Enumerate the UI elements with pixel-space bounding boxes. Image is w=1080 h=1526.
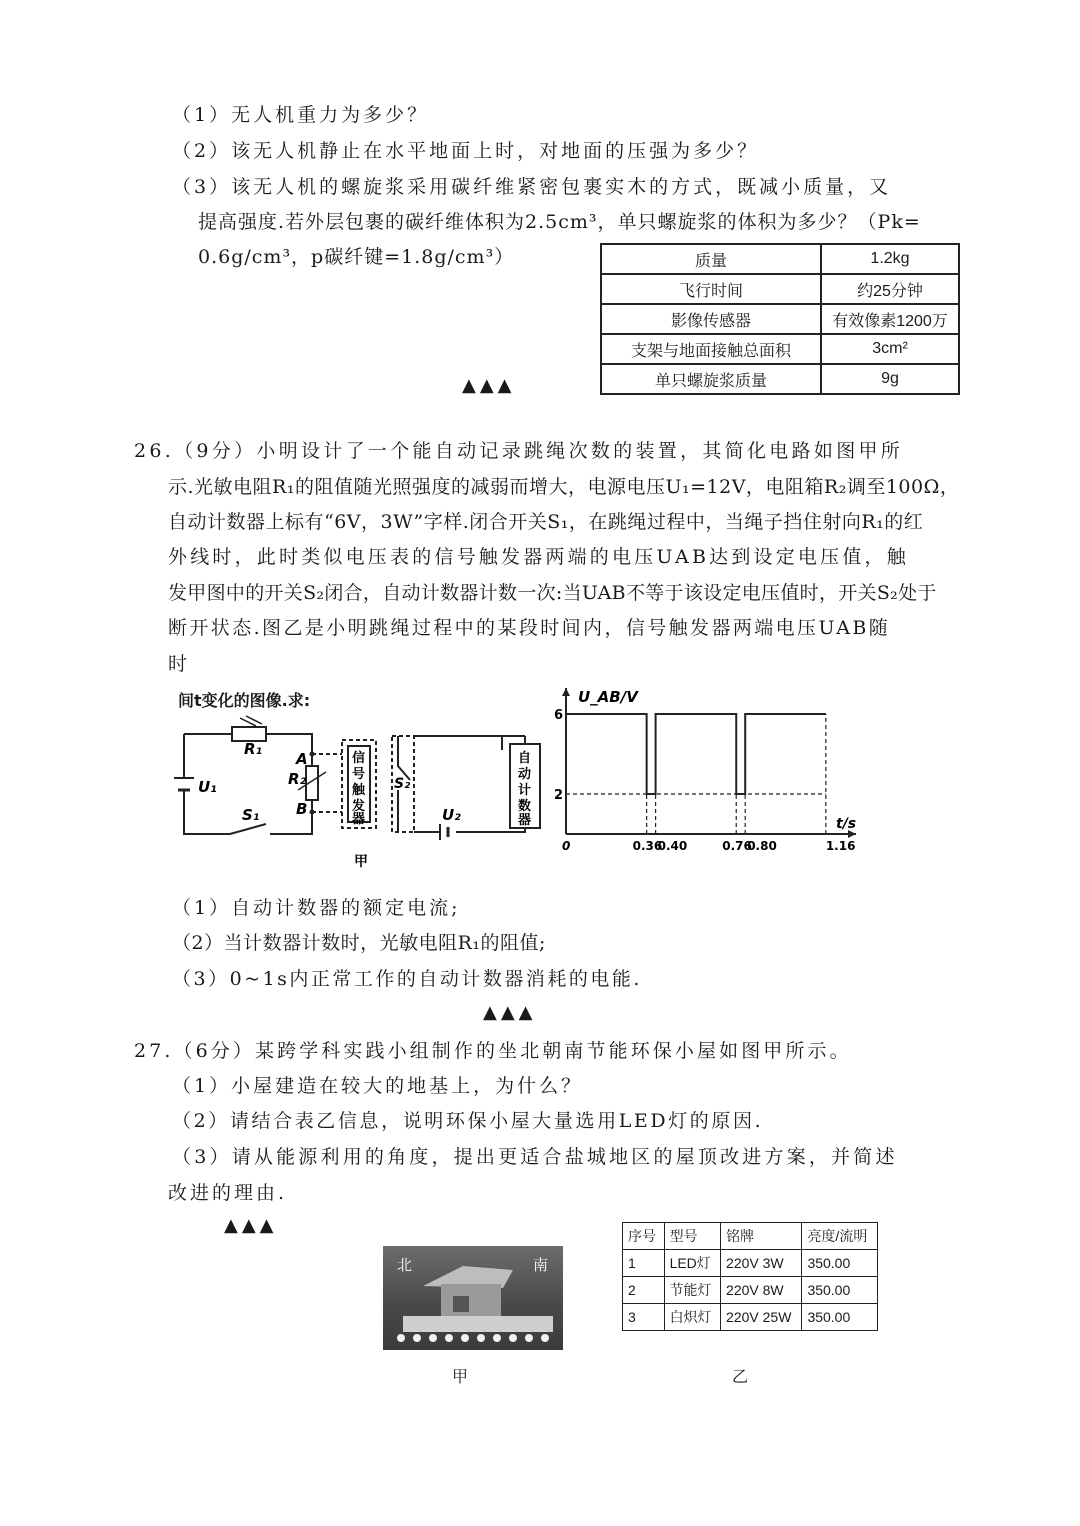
drone-spec-table	[600, 243, 960, 395]
north-label: 北	[397, 1256, 413, 1274]
u1-label: U₁	[198, 778, 217, 796]
table-cell: 350.00	[802, 1304, 878, 1331]
q27-sub1: （1）小屋建造在较大的地基上，为什么？	[172, 1075, 584, 1097]
b-label: B	[296, 800, 308, 818]
counter-char: 计	[518, 783, 532, 798]
photo-caption: 甲	[452, 1367, 469, 1386]
table-row	[601, 364, 959, 394]
q26-line3: 自动计数器上标有“6V，3W”字样.闭合开关S₁，在跳绳过程中，当绳子挡住射向R₁的红	[168, 511, 924, 533]
lamp-table	[622, 1222, 878, 1331]
uab-time-chart	[548, 684, 868, 854]
x-tick-label: 0.76	[722, 839, 752, 853]
spec-value: 3cm²	[821, 334, 959, 364]
origin-label: 0	[562, 839, 571, 853]
table-row	[601, 334, 959, 364]
y-tick-label: 2	[554, 788, 564, 803]
s2-label: S₂	[394, 776, 411, 792]
counter-char: 器	[518, 813, 532, 828]
q26-sub3: （3）0~1s内正常工作的自动计数器消耗的电能.	[172, 968, 642, 990]
trigger-char: 发	[352, 799, 366, 814]
q25-sub3-line3: 0.6g/cm³，p碳纤键=1.8g/cm³）	[198, 246, 515, 268]
table-cell: 2	[623, 1277, 665, 1304]
table-row	[601, 244, 959, 274]
q27-line1: 27.（6分）某跨学科实践小组制作的坐北朝南节能环保小屋如图甲所示。	[134, 1040, 852, 1062]
q26-triangles: ▲▲▲	[483, 1002, 537, 1023]
table-cell: 350.00	[802, 1250, 878, 1277]
s1-label: S₁	[242, 806, 260, 824]
spec-key: 影像传感器	[601, 304, 821, 334]
spec-key: 飞行时间	[601, 274, 821, 304]
q26-line6: 断开状态.图乙是小明跳绳过程中的某段时间内，信号触发器两端电压UAB随	[168, 617, 891, 639]
spec-value: 9g	[821, 364, 959, 394]
q26-line8: 间t变化的图像.求:	[178, 691, 311, 710]
q27-triangles: ▲▲▲	[224, 1215, 278, 1236]
spec-key: 质量	[601, 244, 821, 274]
spec-value: 约25分钟	[821, 274, 959, 304]
table-row	[623, 1304, 878, 1331]
q26-line5: 发甲图中的开关S₂闭合，自动计数器计数一次:当UAB不等于该设定电压值时，开关S₂处于	[168, 582, 937, 604]
spec-value: 有效像素1200万	[821, 304, 959, 334]
trigger-char: 信	[352, 751, 366, 766]
q26-line1: 26.（9分）小明设计了一个能自动记录跳绳次数的装置，其简化电路如图甲所	[134, 440, 904, 462]
x-tick-label: 0.40	[657, 839, 688, 853]
table-caption: 乙	[732, 1367, 749, 1386]
table-cell: 白炽灯	[664, 1304, 720, 1331]
u2-label: U₂	[442, 806, 461, 824]
y-tick-label: 6	[554, 708, 564, 723]
table-cell: 350.00	[802, 1277, 878, 1304]
table-row	[601, 274, 959, 304]
table-cell: 220V 8W	[721, 1277, 802, 1304]
table-cell: 节能灯	[664, 1277, 720, 1304]
south-label: 南	[533, 1256, 549, 1274]
q25-triangles: ▲▲▲	[462, 375, 516, 396]
r1-label: R₁	[244, 740, 263, 758]
q25-sub3-line2: 提高强度.若外层包裹的碳纤维体积为2.5cm³，单只螺旋浆的体积为多少？（Pk=	[198, 211, 921, 233]
q27-sub2: （2）请结合表乙信息，说明环保小屋大量选用LED灯的原因.	[172, 1110, 764, 1132]
q27-sub3-line1: （3）请从能源利用的角度，提出更适合盐城地区的屋顶改进方案，并简述	[172, 1146, 898, 1168]
q25-sub3-line1: （3）该无人机的螺旋浆采用碳纤维紧密包裹实木的方式，既减小质量，又	[172, 176, 892, 198]
table-header: 型号	[664, 1223, 720, 1250]
table-cell: 220V 3W	[721, 1250, 802, 1277]
counter-char: 数	[518, 799, 532, 814]
counter-char: 动	[518, 767, 532, 782]
trigger-char: 触	[352, 783, 366, 798]
circuit-diagram	[170, 710, 550, 870]
table-cell: 1	[623, 1250, 665, 1277]
spec-key: 单只螺旋浆质量	[601, 364, 821, 394]
q26-sub1: （1）自动计数器的额定电流;	[172, 897, 461, 919]
spec-value: 1.2kg	[821, 244, 959, 274]
x-axis-label: t/s	[836, 816, 857, 832]
q25-sub1: （1）无人机重力为多少？	[172, 104, 430, 126]
q26-sub2: （2）当计数器计数时，光敏电阻R₁的阻值;	[172, 932, 546, 954]
x-tick-label: 1.16	[825, 839, 856, 853]
circuit-caption: 甲	[354, 854, 368, 870]
q26-line4: 外线时，此时类似电压表的信号触发器两端的电压UAB达到设定电压值，触	[168, 546, 909, 568]
table-cell: 220V 25W	[721, 1304, 802, 1331]
table-header-row	[623, 1223, 878, 1250]
spec-key: 支架与地面接触总面积	[601, 334, 821, 364]
a-label: A	[296, 750, 308, 768]
q27-sub3-line2: 改进的理由.	[168, 1182, 288, 1204]
x-tick-label: 0.80	[747, 839, 777, 853]
table-header: 亮度/流明	[802, 1223, 878, 1250]
y-axis-label: U_AB/V	[578, 688, 638, 706]
counter-char: 自	[518, 751, 532, 766]
table-cell: 3	[623, 1304, 665, 1331]
trigger-char: 器	[352, 812, 366, 827]
table-cell: LED灯	[664, 1250, 720, 1277]
table-row	[623, 1250, 878, 1277]
trigger-char: 号	[352, 767, 366, 782]
x-tick-label: 0.36	[632, 839, 663, 853]
table-header: 铭牌	[721, 1223, 802, 1250]
q26-line7: 时	[168, 653, 191, 675]
table-row	[623, 1277, 878, 1304]
table-row	[601, 304, 959, 334]
y-axis-arrow	[562, 688, 570, 696]
q26-line2: 示.光敏电阻R₁的阻值随光照强度的减弱而增大，电源电压U₁=12V，电阻箱R₂调至100Ω，	[168, 476, 960, 498]
r2-label: R₂	[288, 770, 307, 788]
eco-house-photo	[383, 1246, 563, 1350]
q25-sub2: （2）该无人机静止在水平地面上时，对地面的压强为多少？	[172, 140, 760, 162]
table-header: 序号	[623, 1223, 665, 1250]
series-line	[566, 714, 826, 794]
